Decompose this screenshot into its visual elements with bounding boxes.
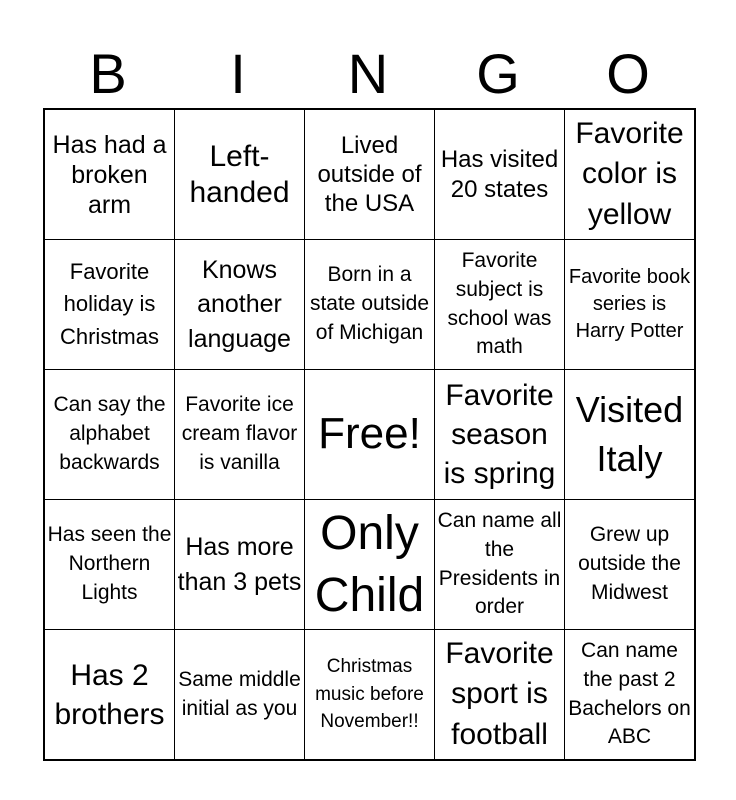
- cell-text: Can say the alphabet backwards: [53, 393, 166, 474]
- cell-text: Favorite book series is Harry Potter: [568, 266, 691, 342]
- bingo-cell[interactable]: [45, 240, 175, 370]
- cell-text: Visited Italy: [575, 388, 684, 479]
- bingo-row: [45, 500, 695, 630]
- cell-text: Favorite holiday is Christmas: [59, 259, 159, 349]
- bingo-cell[interactable]: [175, 370, 305, 500]
- cell-text: Favorite color is yellow: [575, 116, 684, 231]
- bingo-cell[interactable]: [175, 240, 305, 370]
- header-letter-i: I: [230, 42, 246, 105]
- cell-text: Has 2 brothers: [54, 658, 165, 731]
- header-letter-n: N: [347, 42, 389, 105]
- bingo-cell[interactable]: [45, 500, 175, 630]
- bingo-cell[interactable]: [565, 500, 695, 630]
- bingo-cell[interactable]: [565, 370, 695, 500]
- bingo-cell[interactable]: [175, 110, 305, 240]
- bingo-cell[interactable]: [305, 110, 435, 240]
- cell-text: Has seen the Northern Lights: [47, 523, 172, 604]
- bingo-cell[interactable]: [305, 500, 435, 630]
- bingo-cell[interactable]: [305, 240, 435, 370]
- header-letter-b: B: [89, 42, 127, 105]
- bingo-cell[interactable]: [175, 630, 305, 760]
- cell-text: Has more than 3 pets: [177, 533, 302, 596]
- cell-text: Same middle initial as you: [178, 667, 301, 720]
- bingo-cell[interactable]: [565, 630, 695, 760]
- bingo-cell[interactable]: [565, 110, 695, 240]
- bingo-cell[interactable]: [435, 240, 565, 370]
- header-letter-o: O: [606, 42, 650, 105]
- bingo-row: [45, 630, 695, 760]
- cell-text: Favorite ice cream flavor is vanilla: [181, 393, 298, 474]
- bingo-cell[interactable]: [45, 630, 175, 760]
- cell-text: Can name the past 2 Bachelors on ABC: [568, 638, 691, 749]
- bingo-board: [43, 108, 696, 761]
- bingo-cell[interactable]: [305, 630, 435, 760]
- bingo-row: [45, 110, 695, 240]
- cell-text: Lived outside of the USA: [317, 131, 422, 218]
- bingo-cell[interactable]: [45, 370, 175, 500]
- cell-text: Knows another language: [188, 256, 291, 353]
- cell-text: Christmas music before November!!: [315, 656, 424, 733]
- bingo-cell[interactable]: [435, 370, 565, 500]
- cell-text: Has visited 20 states: [440, 146, 559, 203]
- cell-text: Left-handed: [189, 139, 290, 209]
- free-space[interactable]: [305, 370, 435, 500]
- cell-text: Has had a broken arm: [52, 130, 167, 219]
- cell-text: Can name all the Presidents in order: [437, 508, 562, 619]
- cell-text: Only Child: [314, 507, 425, 622]
- bingo-grid: [44, 109, 695, 760]
- bingo-header: [43, 40, 693, 108]
- bingo-cell[interactable]: [435, 500, 565, 630]
- bingo-row: [45, 240, 695, 370]
- bingo-cell[interactable]: [435, 630, 565, 760]
- cell-text: Grew up outside the Midwest: [578, 523, 681, 604]
- bingo-cell[interactable]: [435, 110, 565, 240]
- cell-text: Favorite season is spring: [443, 379, 556, 490]
- bingo-row: [45, 370, 695, 500]
- bingo-cell[interactable]: [175, 500, 305, 630]
- cell-text: Favorite subject is school was math: [447, 248, 552, 359]
- header-letter-g: G: [476, 42, 520, 105]
- bingo-cell[interactable]: [45, 110, 175, 240]
- bingo-cell[interactable]: [565, 240, 695, 370]
- free-space-text: Free!: [318, 409, 421, 459]
- cell-text: Born in a state outside of Michigan: [309, 263, 430, 344]
- cell-text: Favorite sport is football: [445, 636, 554, 751]
